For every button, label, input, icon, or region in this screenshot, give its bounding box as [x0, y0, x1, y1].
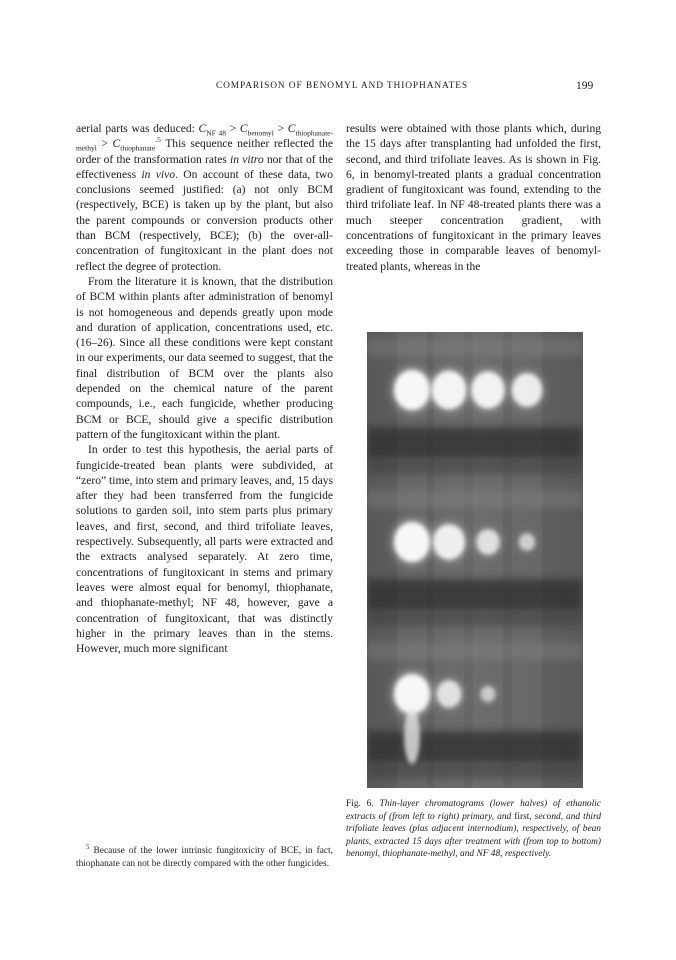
- dark-band: [367, 612, 583, 626]
- fungitoxicant-spot: [476, 529, 499, 555]
- dark-band: [367, 427, 583, 459]
- footnote-ref: .5: [155, 135, 161, 145]
- fungitoxicant-spot: [512, 373, 542, 407]
- running-title: COMPARISON OF BENOMYL AND THIOPHANATES: [215, 81, 469, 91]
- dark-band: [367, 731, 583, 763]
- left-column: [76, 122, 333, 657]
- fungitoxicant-spot: [481, 686, 496, 702]
- light-zone: [367, 490, 583, 508]
- left-paragraph-3: In order to test this hypothesis, the aerial parts of fungicide-treated bean plants were subdivided, at “zero” time, into stem and primary leaves, and, 15 days after they had been transferred from the fungicide solutions to garden soil, into stem parts plus primary leaves, and first, second, and third trifoliate leaves, respectively. Subsequently, all parts were extracted and the extracts analysed separately. At zero time, concentrations of fungitoxicant in stems and primary leaves were almost equal for benomyl, thiophanate, and thiophanate-methyl; NF 48, however, gave a concentration of fungitoxicant, that was distinctly higher in the primary leaves than in the stems. However, much more significant: [76, 444, 333, 656]
- fungitoxicant-spot: [432, 371, 467, 409]
- figure-caption: Fig. 6. Thin-layer chromatograms (lower halves) of ethanolic extracts of (from left to right) primary, and first, second, and third trifoliate leaves (plus adjacent internodium), respectively, of bean plants, extracted 15 days after treatment with (from top to bottom) benomyl, thiophanate-methyl, and NF 48, respectively.: [346, 799, 602, 860]
- chromatogram-figure: [367, 332, 583, 788]
- fungitoxicant-spot: [433, 524, 465, 559]
- right-paragraph-1: results were obtained with those plants which, during the 15 days after transplanting had unfolded the first, second, and third trifoliate leaves. As is shown in Fig. 6, in benomyl-treated plants a gradual concentration gradient of fungitoxicant was found, extending to the third trifoliate leaf. In NF 48-treated plants there was a much steeper concentration gradient, with concentrations of fungitoxicant in the primary leaves exceeding those in comparable leaves of benomyl-treated plants, whereas in the: [346, 123, 601, 273]
- footnote-marker: 5: [86, 842, 90, 851]
- dark-band: [367, 764, 583, 778]
- left-paragraph-1: aerial parts was deduced: $C_{NF 48} > C_{benomyl} > C_{thiophanate-methyl} > C_{thiophanate}^{.5}$ This sequence neither reflected the order of the transformation rates in vitro nor that of the effectiveness in vivo. On account of these data, two conclusions seemed justified: (a) not only BCM (respectively, BCE) is taken up by the plant, but also the parent compounds or conversion products other than BCM (respectively, BCE); (b) the over-all-concentration of fungitoxicant in the plant does not reflect the degree of protection.: [76, 123, 333, 273]
- caption-label: Fig. 6.: [346, 799, 374, 809]
- fungitoxicant-spot: [471, 372, 504, 409]
- fungitoxicant-spot: [394, 370, 430, 410]
- fungitoxicant-spot: [394, 522, 430, 562]
- right-column: [346, 122, 601, 275]
- dark-band: [367, 460, 583, 474]
- left-paragraph-2: From the literature it is known, that the distribution of BCM within plants after administration of benomyl is not homogeneous and depends greatly upon mode and duration of application, concentrations used, etc. (16–26). Since all these conditions were kept constant in our experiments, our data seemed to suggest, that the final distribution of BCM over the plants also depended on the chemical nature of the parent compounds, i.e., each fungicide, whether producing BCM or BCE, should give a specific distribution pattern of the fungitoxicant within the plant.: [76, 275, 333, 441]
- light-zone: [367, 642, 583, 660]
- fungitoxicant-spot: [519, 533, 535, 551]
- fungitoxicant-spot: [437, 680, 462, 707]
- chromatogram-image: [367, 332, 583, 788]
- spot-tail: [404, 708, 420, 764]
- footnote: $^5$ Because of the lower intrinsic fungitoxicity of BCE, in fact, thiophanate can not be directly compared with the other fungicides.: [76, 842, 333, 869]
- dark-band: [367, 579, 583, 611]
- light-zone: [367, 338, 583, 356]
- page-number: 199: [576, 80, 594, 92]
